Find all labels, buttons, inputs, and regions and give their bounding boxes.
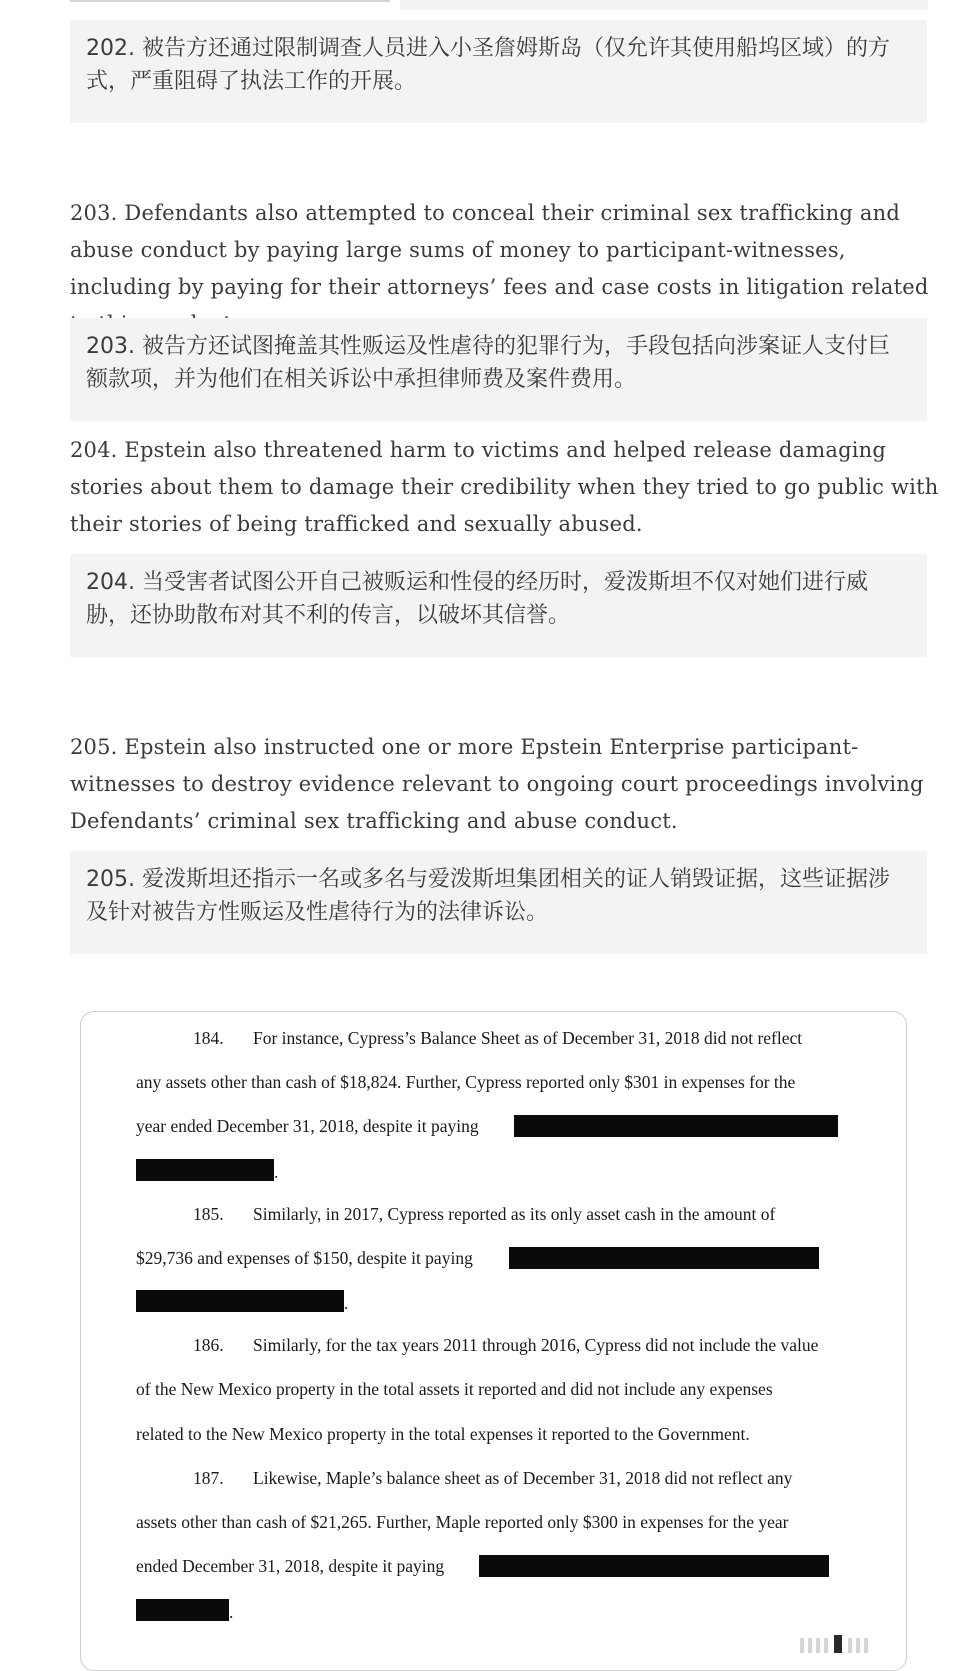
doc-line-186-2 bbox=[136, 1379, 773, 1400]
paragraph-number-186: 186. bbox=[193, 1335, 224, 1355]
redaction-bar bbox=[509, 1247, 819, 1269]
translation-text-202: 202. 被告方还通过限制调查人员进入小圣詹姆斯岛（仅允许其使用船坞区域）的方式，严重阻碍了执法工作的开展。 bbox=[86, 36, 890, 94]
doc-text: . bbox=[229, 1602, 234, 1622]
doc-text: any assets other than cash of $18,824. Further, Cypress reported only $301 in expenses for the bbox=[136, 1072, 796, 1092]
translation-box-204 bbox=[70, 554, 927, 657]
doc-line-187-2 bbox=[136, 1512, 788, 1533]
paragraph-number-185: 185. bbox=[193, 1204, 224, 1224]
doc-text: year ended December 31, 2018, despite it paying bbox=[136, 1116, 479, 1136]
doc-line-187-3 bbox=[136, 1556, 444, 1577]
doc-text: assets other than cash of $21,265. Further, Maple reported only $300 in expenses for the year bbox=[136, 1512, 789, 1532]
translation-text-204: 204. 当受害者试图公开自己被贩运和性侵的经历时，爱泼斯坦不仅对她们进行威胁，还协助散布对其不利的传言，以破坏其信誉。 bbox=[86, 570, 868, 628]
paragraph-number-187: 187. bbox=[193, 1468, 224, 1488]
redaction-bar bbox=[479, 1555, 829, 1577]
translation-text-205: 205. 爱泼斯坦还指示一名或多名与爱泼斯坦集团相关的证人销毁证据，这些证据涉及针对被告方性贩运及性虐待行为的法律诉讼。 bbox=[86, 867, 890, 925]
doc-text: related to the New Mexico property in the total expenses it reported to the Government. bbox=[136, 1424, 750, 1444]
doc-line-184-1 bbox=[193, 1028, 802, 1049]
paragraph-text-205: 205. Epstein also instructed one or more Epstein Enterprise participant-witnesses to destroy evidence relevant to ongoing court proceedings involving Defendants’ criminal sex trafficking and abuse conduct. bbox=[70, 735, 924, 833]
doc-text: $29,736 and expenses of $150, despite it paying bbox=[136, 1248, 473, 1268]
doc-line-187-1 bbox=[193, 1468, 792, 1489]
doc-line-186-3 bbox=[136, 1424, 750, 1445]
doc-period bbox=[229, 1602, 233, 1623]
translation-text-203: 203. 被告方还试图掩盖其性贩运及性虐待的犯罪行为，手段包括向涉案证人支付巨额款项，并为他们在相关诉讼中承担律师费及案件费用。 bbox=[86, 334, 890, 392]
doc-text: Likewise, Maple’s balance sheet as of December 31, 2018 did not reflect any bbox=[253, 1468, 793, 1488]
doc-text: Similarly, for the tax years 2011 through 2016, Cypress did not include the value bbox=[253, 1335, 819, 1355]
doc-text: For instance, Cypress’s Balance Sheet as of December 31, 2018 did not reflect bbox=[253, 1028, 803, 1048]
doc-period bbox=[274, 1162, 278, 1183]
paragraph-205-english bbox=[70, 729, 940, 840]
redaction-bar bbox=[514, 1115, 838, 1137]
doc-text: . bbox=[274, 1162, 279, 1182]
redaction-bar bbox=[136, 1159, 274, 1181]
paragraph-text-204: 204. Epstein also threatened harm to victims and helped release damaging stories about them to damage their credibility when they tried to go public with their stories of being trafficked and sexually abused. bbox=[70, 438, 939, 536]
redaction-bar bbox=[136, 1599, 229, 1621]
doc-line-184-2 bbox=[136, 1072, 795, 1093]
doc-text: Similarly, in 2017, Cypress reported as its only asset cash in the amount of bbox=[253, 1204, 776, 1224]
translation-box-205 bbox=[70, 851, 927, 954]
watermark-logo-icon bbox=[800, 1635, 918, 1655]
cropped-translation-box bbox=[400, 0, 928, 10]
doc-line-185-2 bbox=[136, 1248, 473, 1269]
doc-line-185-1 bbox=[193, 1204, 775, 1225]
doc-text: . bbox=[344, 1293, 349, 1313]
redaction-bar bbox=[136, 1290, 344, 1312]
doc-line-184-3 bbox=[136, 1116, 479, 1137]
doc-period bbox=[344, 1293, 348, 1314]
cropped-text-line bbox=[70, 0, 390, 2]
paragraph-204-english bbox=[70, 432, 940, 543]
scanned-document-excerpt bbox=[80, 1011, 907, 1671]
doc-text: ended December 31, 2018, despite it paying bbox=[136, 1556, 445, 1576]
doc-text: of the New Mexico property in the total assets it reported and did not include any expenses bbox=[136, 1379, 773, 1399]
paragraph-number-184: 184. bbox=[193, 1028, 224, 1048]
paragraph-text-203: 203. Defendants also attempted to conceal their criminal sex trafficking and abuse conduct by paying large sums of money to participant-witnesses, including by paying for their attorneys’ fees and case costs in litigation related bbox=[70, 201, 929, 299]
translation-box-202 bbox=[70, 20, 927, 123]
doc-line-186-1 bbox=[193, 1335, 818, 1356]
cropped-previous-content bbox=[0, 0, 960, 12]
translation-box-203 bbox=[70, 318, 927, 421]
